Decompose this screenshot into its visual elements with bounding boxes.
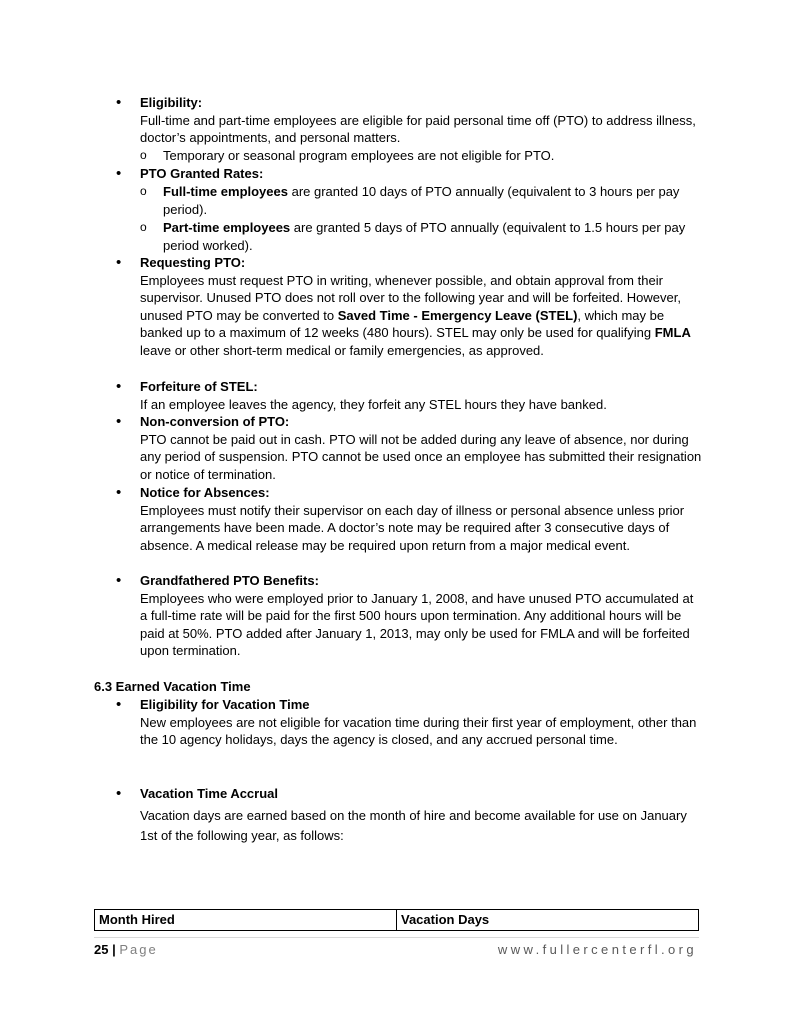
requesting-heading: Requesting PTO: [140, 255, 246, 270]
bullet [116, 484, 124, 502]
eligibility-sub-text: Temporary or seasonal program employees are not eligible for PTO. [163, 148, 555, 163]
vacation-table [94, 909, 699, 931]
bullet [116, 94, 124, 112]
footer-divider [94, 937, 699, 938]
forfeiture-heading: Forfeiture of STEL: [140, 379, 258, 394]
page-number [94, 941, 158, 959]
page-word: Page [119, 942, 158, 957]
nonconversion-item [140, 413, 702, 483]
page-number-value: 25 [94, 942, 109, 957]
vacation-accrual-text: Vacation days are earned based on the month of hire and become available for use on January 1st of the following year, as follows: [140, 807, 687, 843]
requesting-item [140, 254, 702, 360]
requesting-stel-term: Saved Time - Emergency Leave (STEL) [337, 307, 578, 323]
requesting-text [140, 272, 702, 360]
footer-website: www.fullercenterfl.org [497, 942, 697, 957]
notice-item [140, 484, 702, 554]
page-separator: | [108, 942, 120, 957]
forfeiture-item [140, 378, 702, 413]
sub-bullet: o [140, 184, 147, 198]
forfeiture-text: If an employee leaves the agency, they forfeit any STEL hours they have banked. [140, 396, 607, 412]
notice-heading: Notice for Absences: [140, 485, 270, 500]
granted-heading: PTO Granted Rates: [140, 166, 264, 181]
sub-bullet: o [140, 148, 147, 162]
table-header-row [95, 910, 699, 931]
vacation-accrual-heading: Vacation Time Accrual [140, 786, 279, 801]
requesting-text-1: Employees must request PTO in writing, whenever possible, and obtain approval from their supervisor. Unused PTO does not roll over to the following year and will be forfeited. However, unused PTO may be converted to [140, 272, 681, 323]
nonconversion-heading: Non-conversion of PTO: [140, 414, 290, 429]
bullet [116, 165, 124, 183]
requesting-text-2: , which may be banked up to a maximum of 12 weeks (480 hours). STEL may only be used for qualifying [140, 307, 665, 341]
sub-bullet: o [140, 220, 147, 234]
requesting-fmla-term: FMLA [654, 325, 691, 341]
granted-fulltime-text: are granted 10 days of PTO annually (equivalent to 3 hours per pay period). [163, 184, 680, 217]
grandfathered-heading: Grandfathered PTO Benefits: [140, 573, 319, 588]
bullet [116, 254, 124, 272]
grandfathered-text: Employees who were employed prior to January 1, 2008, and have unused PTO accumulated at a full-time rate will be paid for the first 500 hours upon termination. Any additional hours will be paid at 50%. PTO added after January 1, 2013, may only be used for FMLA and will be forfeited upon termination. [140, 590, 694, 659]
grandfathered-item [140, 572, 702, 660]
column-header-month-hired: Month Hired [95, 910, 397, 931]
nonconversion-text: PTO cannot be paid out in cash. PTO will not be added during any leave of absence, nor during any period of suspension. PTO cannot be used once an employee has submitted their resignation or notice of termination. [140, 431, 702, 482]
column-header-vacation-days: Vacation Days [397, 910, 699, 931]
requesting-text-3: leave or other short-term medical or family emergencies, as approved. [140, 342, 544, 358]
granted-parttime [163, 219, 703, 254]
bullet [116, 696, 124, 714]
bullet [116, 413, 124, 431]
notice-text: Employees must notify their supervisor on each day of illness or personal absence unless prior arrangements have been made. A doctor’s note may be required after 3 consecutive days of absence. A medical release may be required upon return from a major medical event. [140, 502, 685, 553]
vacation-accrual-item [140, 785, 702, 846]
granted-fulltime-label: Full-time employees [163, 184, 288, 199]
granted-parttime-text: are granted 5 days of PTO annually (equivalent to 1.5 hours per pay period worked). [163, 220, 686, 253]
eligibility-heading: Eligibility: [140, 95, 203, 110]
vacation-eligibility-text: New employees are not eligible for vacation time during their first year of employment, other than the 10 agency holidays, days the agency is closed, and any accrued personal time. [140, 714, 697, 748]
bullet [116, 572, 124, 590]
bullet [116, 785, 124, 803]
eligibility-item [140, 94, 702, 147]
granted-fulltime [163, 183, 703, 218]
section-heading: 6.3 Earned Vacation Time [94, 679, 251, 694]
bullet [116, 378, 124, 396]
granted-parttime-label: Part-time employees [163, 220, 291, 235]
eligibility-text: Full-time and part-time employees are eligible for paid personal time off (PTO) to address illness, doctor’s appointments, and personal matters. [140, 112, 696, 146]
vacation-eligibility-heading: Eligibility for Vacation Time [140, 697, 310, 712]
vacation-eligibility-item [140, 696, 702, 749]
